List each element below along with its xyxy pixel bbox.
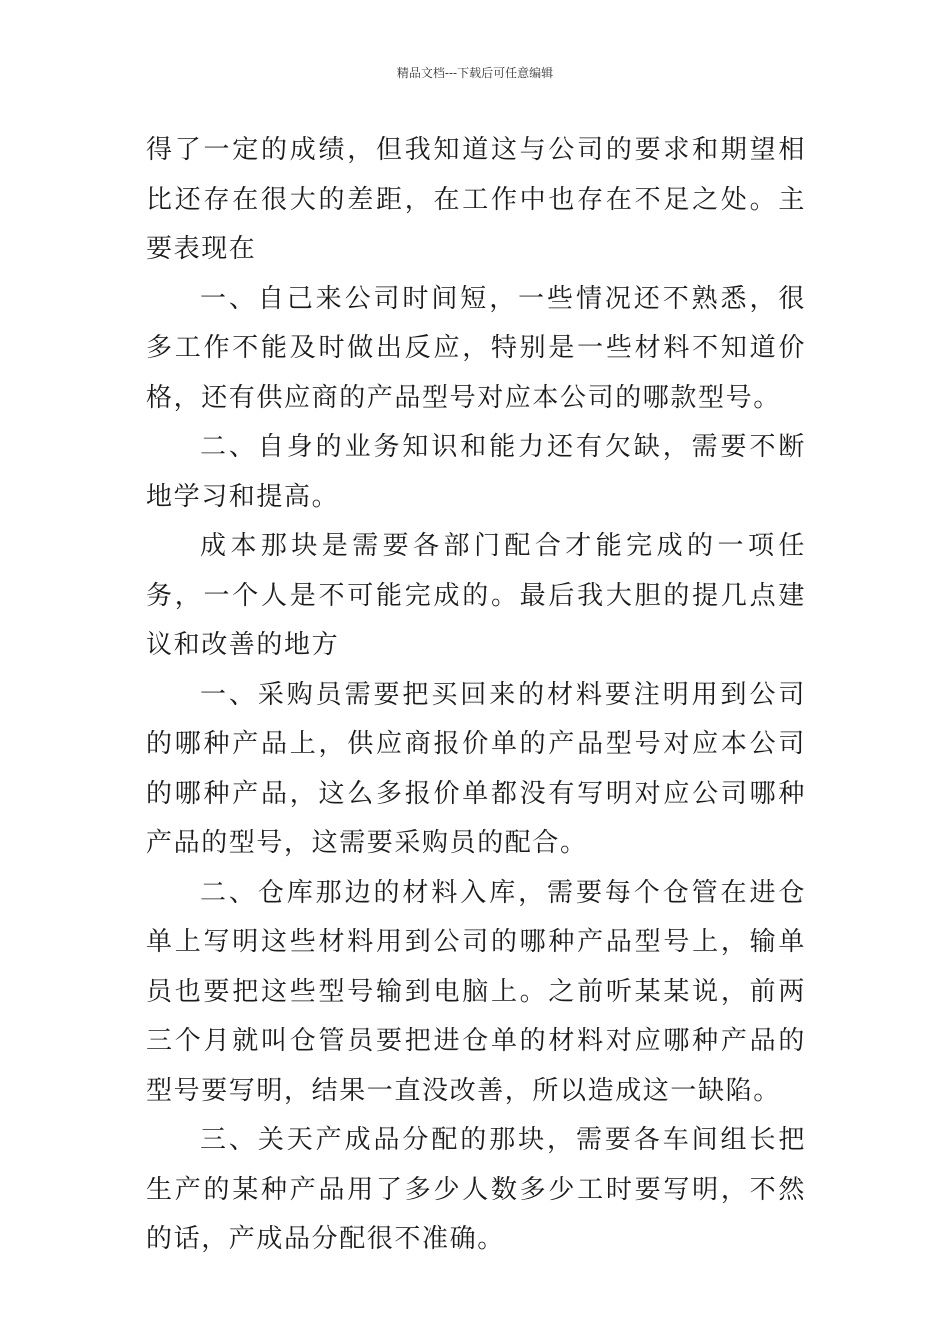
paragraph-continuation: 得了一定的成绩，但我知道这与公司的要求和期望相比还存在很大的差距，在工作中也存在不足之处。主要表现在: [146, 135, 806, 264]
paragraph-suggestion-three: 三、关天产成品分配的那块，需要各车间组长把生产的某种产品用了多少人数多少工时要写明，不然的话，产成品分配很不准确。: [146, 1125, 806, 1254]
paragraph-issue-two: 二、自身的业务知识和能力还有欠缺，需要不断地学习和提高。: [146, 432, 806, 512]
document-body: [146, 126, 806, 1265]
paragraph-suggestion-two: 二、仓库那边的材料入库，需要每个仓管在进仓单上写明这些材料用到公司的哪种产品型号上，输单员也要把这些型号输到电脑上。之前听某某说，前两三个月就叫仓管员要把进仓单的材料对应哪种产品的型号要写明，结果一直没改善，所以造成这一缺陷。: [146, 877, 806, 1106]
paragraph-issue-one: 一、自己来公司时间短，一些情况还不熟悉，很多工作不能及时做出反应，特别是一些材料不知道价格，还有供应商的产品型号对应本公司的哪款型号。: [146, 283, 806, 413]
paragraph-suggestion-one: 一、采购员需要把买回来的材料要注明用到公司的哪种产品上，供应商报价单的产品型号对应本公司的哪种产品，这么多报价单都没有写明对应公司哪种产品的型号，这需要采购员的配合。: [146, 679, 806, 858]
page-header: 精品文档---下载后可任意编辑: [396, 66, 554, 80]
paragraph-suggestions-intro: 成本那块是需要各部门配合才能完成的一项任务，一个人是不可能完成的。最后我大胆的提几点建议和改善的地方: [146, 531, 806, 660]
